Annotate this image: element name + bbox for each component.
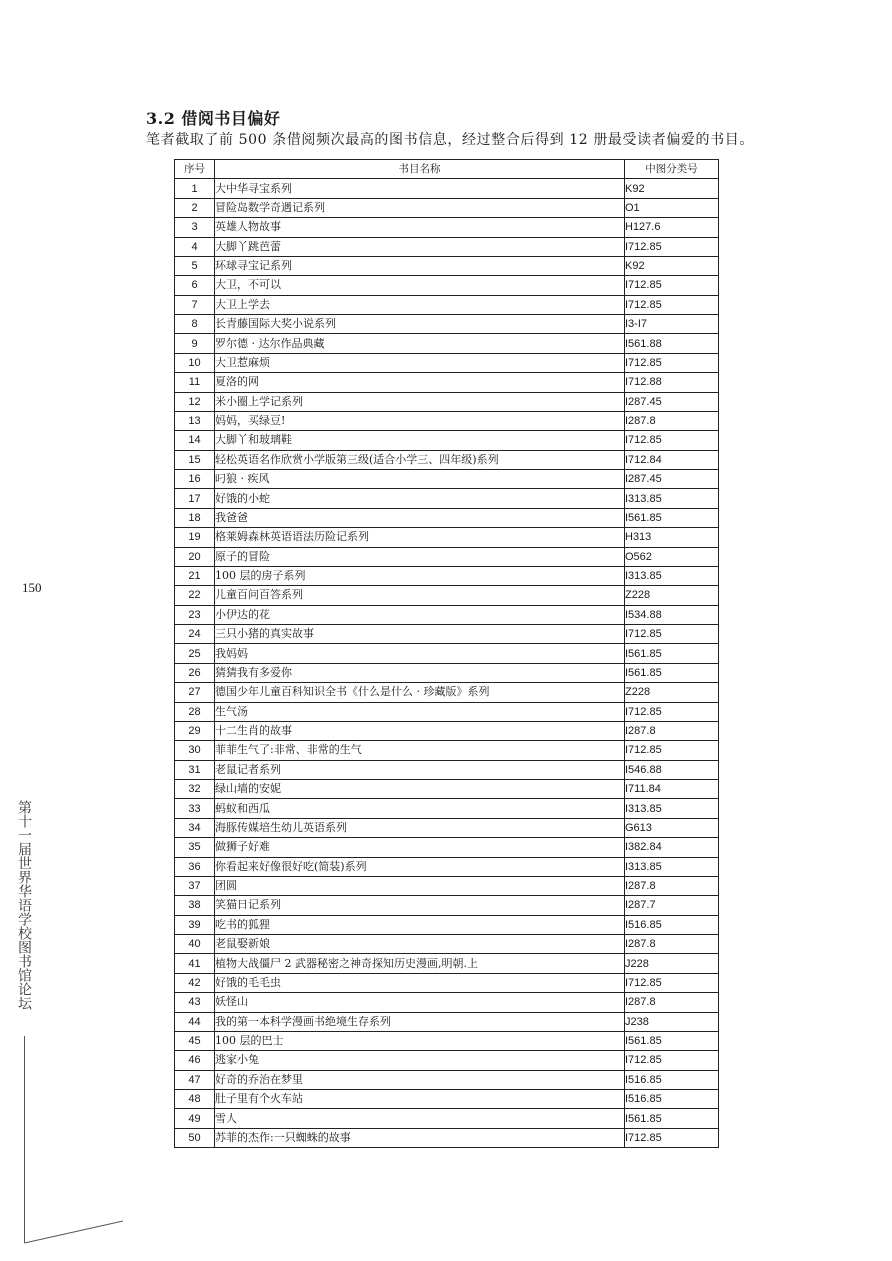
table-row <box>175 528 719 547</box>
row-title: 雪人 <box>215 1109 625 1128</box>
row-title: 苏菲的杰作:一只蜘蛛的故事 <box>215 1128 625 1147</box>
row-seq: 18 <box>175 508 215 527</box>
row-code: I712.85 <box>625 702 719 721</box>
row-seq: 15 <box>175 450 215 469</box>
row-title: 大卫上学去 <box>215 295 625 314</box>
row-title: 十二生肖的故事 <box>215 721 625 740</box>
row-seq: 6 <box>175 276 215 295</box>
row-title: 叼狼 · 疾风 <box>215 470 625 489</box>
row-code: I712.85 <box>625 353 719 372</box>
row-title: 我的第一本科学漫画书绝境生存系列 <box>215 1012 625 1031</box>
section-heading: 3.2 借阅书目偏好 <box>146 109 281 128</box>
row-seq: 34 <box>175 818 215 837</box>
row-title: 生气汤 <box>215 702 625 721</box>
row-code: J238 <box>625 1012 719 1031</box>
row-seq: 5 <box>175 256 215 275</box>
row-seq: 48 <box>175 1090 215 1109</box>
row-seq: 33 <box>175 799 215 818</box>
row-code: K92 <box>625 256 719 275</box>
row-title: 妖怪山 <box>215 993 625 1012</box>
table-row <box>175 276 719 295</box>
row-code: I546.88 <box>625 760 719 779</box>
row-code: I313.85 <box>625 857 719 876</box>
table-row <box>175 625 719 644</box>
row-title: 100 层的巴士 <box>215 1031 625 1050</box>
table-row <box>175 334 719 353</box>
table-row <box>175 760 719 779</box>
row-seq: 31 <box>175 760 215 779</box>
table-row <box>175 470 719 489</box>
row-title: 菲菲生气了:非常、非常的生气 <box>215 741 625 760</box>
row-code: I712.85 <box>625 1051 719 1070</box>
table-row <box>175 993 719 1012</box>
row-title: 轻松英语名作欣赏小学版第三级(适合小学三、四年级)系列 <box>215 450 625 469</box>
row-seq: 30 <box>175 741 215 760</box>
table-row <box>175 915 719 934</box>
table-row <box>175 411 719 430</box>
table-row <box>175 431 719 450</box>
row-title: 100 层的房子系列 <box>215 566 625 585</box>
row-seq: 19 <box>175 528 215 547</box>
row-seq: 35 <box>175 838 215 857</box>
row-title: 做狮子好难 <box>215 838 625 857</box>
row-title: 绿山墙的安妮 <box>215 780 625 799</box>
table-row <box>175 1070 719 1089</box>
row-code: I516.85 <box>625 1070 719 1089</box>
row-title: 长青藤国际大奖小说系列 <box>215 315 625 334</box>
row-code: I561.85 <box>625 644 719 663</box>
row-code: I3-I7 <box>625 315 719 334</box>
row-title: 植物大战僵尸 2 武器秘密之神奇探知历史漫画,明朝.上 <box>215 954 625 973</box>
table-row <box>175 721 719 740</box>
row-code: I287.7 <box>625 896 719 915</box>
table-row <box>175 838 719 857</box>
row-seq: 49 <box>175 1109 215 1128</box>
row-code: I287.45 <box>625 470 719 489</box>
row-title: 夏洛的网 <box>215 373 625 392</box>
row-title: 蚂蚁和西瓜 <box>215 799 625 818</box>
row-code: I313.85 <box>625 799 719 818</box>
row-title: 逃家小兔 <box>215 1051 625 1070</box>
table-row <box>175 1031 719 1050</box>
row-seq: 36 <box>175 857 215 876</box>
table-row <box>175 237 719 256</box>
table-row <box>175 547 719 566</box>
row-title: 妈妈，买绿豆! <box>215 411 625 430</box>
row-title: 老鼠娶新娘 <box>215 935 625 954</box>
row-code: I712.85 <box>625 276 719 295</box>
row-title: 好饿的毛毛虫 <box>215 973 625 992</box>
table-row <box>175 489 719 508</box>
row-code: I516.85 <box>625 915 719 934</box>
table-row <box>175 179 719 198</box>
row-title: 你看起来好像很好吃(简装)系列 <box>215 857 625 876</box>
row-seq: 23 <box>175 605 215 624</box>
row-code: I712.88 <box>625 373 719 392</box>
row-seq: 43 <box>175 993 215 1012</box>
margin-diagonal-line <box>25 1221 124 1243</box>
row-seq: 37 <box>175 876 215 895</box>
row-title: 原子的冒险 <box>215 547 625 566</box>
row-seq: 11 <box>175 373 215 392</box>
row-code: Z228 <box>625 683 719 702</box>
header-title: 书目名称 <box>215 160 625 179</box>
table-row <box>175 702 719 721</box>
row-title: 好奇的乔治在梦里 <box>215 1070 625 1089</box>
row-seq: 7 <box>175 295 215 314</box>
row-code: I712.85 <box>625 295 719 314</box>
table-row <box>175 586 719 605</box>
row-seq: 46 <box>175 1051 215 1070</box>
table-row <box>175 392 719 411</box>
header-seq: 序号 <box>175 160 215 179</box>
row-title: 肚子里有个火车站 <box>215 1090 625 1109</box>
row-code: H127.6 <box>625 218 719 237</box>
row-seq: 8 <box>175 315 215 334</box>
table-row <box>175 663 719 682</box>
row-title: 大卫，不可以 <box>215 276 625 295</box>
row-seq: 1 <box>175 179 215 198</box>
row-title: 好饿的小蛇 <box>215 489 625 508</box>
table-row <box>175 818 719 837</box>
row-code: K92 <box>625 179 719 198</box>
row-code: I712.85 <box>625 237 719 256</box>
row-seq: 27 <box>175 683 215 702</box>
row-seq: 40 <box>175 935 215 954</box>
row-code: I287.8 <box>625 993 719 1012</box>
row-title: 大脚丫跳芭蕾 <box>215 237 625 256</box>
row-code: I561.85 <box>625 508 719 527</box>
margin-decoration <box>0 0 140 1261</box>
row-code: I712.85 <box>625 741 719 760</box>
table-header-row <box>175 160 719 179</box>
table-body <box>175 179 719 1148</box>
table-row <box>175 896 719 915</box>
section-intro: 笔者截取了前 500 条借阅频次最高的图书信息，经过整合后得到 12 册最受读者偏爱的书目。 <box>146 132 754 148</box>
row-seq: 50 <box>175 1128 215 1147</box>
row-title: 笑猫日记系列 <box>215 896 625 915</box>
row-seq: 39 <box>175 915 215 934</box>
table-row <box>175 508 719 527</box>
row-seq: 45 <box>175 1031 215 1050</box>
table-row <box>175 198 719 217</box>
row-seq: 24 <box>175 625 215 644</box>
table-row <box>175 876 719 895</box>
page-number: 150 <box>22 580 42 595</box>
row-title: 罗尔德 · 达尔作品典藏 <box>215 334 625 353</box>
row-seq: 21 <box>175 566 215 585</box>
table-row <box>175 799 719 818</box>
row-seq: 13 <box>175 411 215 430</box>
row-code: G613 <box>625 818 719 837</box>
row-seq: 41 <box>175 954 215 973</box>
row-seq: 14 <box>175 431 215 450</box>
row-seq: 47 <box>175 1070 215 1089</box>
table-row <box>175 566 719 585</box>
row-title: 大脚丫和玻璃鞋 <box>215 431 625 450</box>
row-code: I534.88 <box>625 605 719 624</box>
row-seq: 12 <box>175 392 215 411</box>
table-row <box>175 644 719 663</box>
forum-title: 第十一届世界华语学校图书馆论坛 <box>16 800 32 1010</box>
row-code: I712.84 <box>625 450 719 469</box>
row-seq: 9 <box>175 334 215 353</box>
row-code: I561.85 <box>625 1031 719 1050</box>
row-seq: 25 <box>175 644 215 663</box>
row-code: I516.85 <box>625 1090 719 1109</box>
row-seq: 44 <box>175 1012 215 1031</box>
row-title: 环球寻宝记系列 <box>215 256 625 275</box>
book-table <box>174 159 719 1148</box>
row-seq: 2 <box>175 198 215 217</box>
table-row <box>175 605 719 624</box>
row-seq: 22 <box>175 586 215 605</box>
row-code: J228 <box>625 954 719 973</box>
table-row <box>175 780 719 799</box>
table-row <box>175 295 719 314</box>
row-title: 格莱姆森林英语语法历险记系列 <box>215 528 625 547</box>
row-seq: 16 <box>175 470 215 489</box>
row-code: I561.88 <box>625 334 719 353</box>
row-seq: 29 <box>175 721 215 740</box>
table-row <box>175 315 719 334</box>
table-row <box>175 935 719 954</box>
row-title: 团圆 <box>215 876 625 895</box>
row-code: I712.85 <box>625 1128 719 1147</box>
row-title: 米小圈上学记系列 <box>215 392 625 411</box>
row-code: I712.85 <box>625 625 719 644</box>
table-row <box>175 373 719 392</box>
row-code: H313 <box>625 528 719 547</box>
row-title: 猜猜我有多爱你 <box>215 663 625 682</box>
table-row <box>175 857 719 876</box>
table-row <box>175 1128 719 1147</box>
row-code: O1 <box>625 198 719 217</box>
row-code: I382.84 <box>625 838 719 857</box>
row-seq: 10 <box>175 353 215 372</box>
row-code: I287.8 <box>625 935 719 954</box>
row-code: I561.85 <box>625 1109 719 1128</box>
row-title: 吃书的狐狸 <box>215 915 625 934</box>
table-row <box>175 450 719 469</box>
row-seq: 38 <box>175 896 215 915</box>
row-title: 大卫惹麻烦 <box>215 353 625 372</box>
row-seq: 26 <box>175 663 215 682</box>
row-title: 老鼠记者系列 <box>215 760 625 779</box>
row-seq: 4 <box>175 237 215 256</box>
row-seq: 20 <box>175 547 215 566</box>
row-seq: 17 <box>175 489 215 508</box>
row-code: I712.85 <box>625 973 719 992</box>
row-title: 三只小猪的真实故事 <box>215 625 625 644</box>
row-code: I313.85 <box>625 489 719 508</box>
table-row <box>175 1012 719 1031</box>
table-row <box>175 1090 719 1109</box>
row-code: I561.85 <box>625 663 719 682</box>
row-seq: 28 <box>175 702 215 721</box>
row-code: I313.85 <box>625 566 719 585</box>
row-title: 大中华寻宝系列 <box>215 179 625 198</box>
table-row <box>175 256 719 275</box>
row-code: I287.8 <box>625 876 719 895</box>
row-code: I287.8 <box>625 411 719 430</box>
row-code: I711.84 <box>625 780 719 799</box>
table-row <box>175 954 719 973</box>
header-code: 中图分类号 <box>625 160 719 179</box>
table-row <box>175 741 719 760</box>
row-code: O562 <box>625 547 719 566</box>
row-title: 海豚传媒培生幼儿英语系列 <box>215 818 625 837</box>
table-row <box>175 683 719 702</box>
row-title: 冒险岛数学奇遇记系列 <box>215 198 625 217</box>
row-title: 我爸爸 <box>215 508 625 527</box>
row-seq: 3 <box>175 218 215 237</box>
table-row <box>175 1109 719 1128</box>
table-row <box>175 973 719 992</box>
table-row <box>175 353 719 372</box>
table-row <box>175 218 719 237</box>
row-seq: 32 <box>175 780 215 799</box>
row-title: 我妈妈 <box>215 644 625 663</box>
row-title: 德国少年儿童百科知识全书《什么是什么 · 珍藏版》系列 <box>215 683 625 702</box>
row-code: I287.45 <box>625 392 719 411</box>
row-seq: 42 <box>175 973 215 992</box>
row-code: I287.8 <box>625 721 719 740</box>
row-title: 小伊达的花 <box>215 605 625 624</box>
row-title: 英雄人物故事 <box>215 218 625 237</box>
row-code: I712.85 <box>625 431 719 450</box>
row-title: 儿童百问百答系列 <box>215 586 625 605</box>
table-row <box>175 1051 719 1070</box>
row-code: Z228 <box>625 586 719 605</box>
